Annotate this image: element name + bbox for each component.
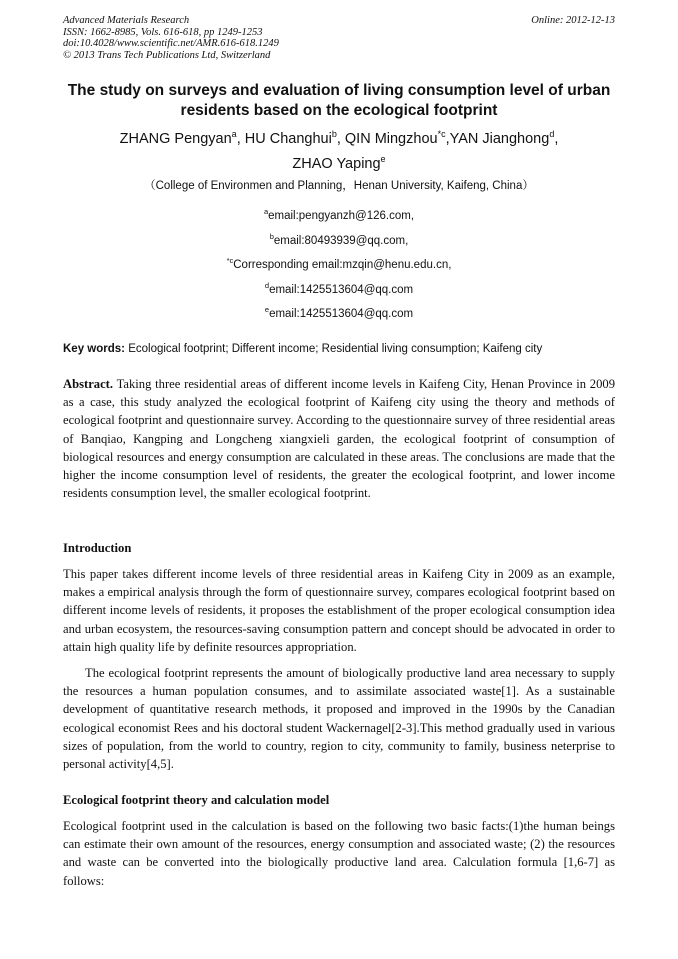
paper-title: The study on surveys and evaluation of living consumption level of urban residents based on the ecological footprint xyxy=(67,82,611,119)
author-name: QIN Mingzhou xyxy=(344,131,438,147)
email-list xyxy=(63,204,615,327)
email-text: email:1425513604@qq.com xyxy=(269,283,414,296)
abstract xyxy=(63,375,615,502)
email-superscript: e xyxy=(264,305,270,314)
author-name: HU Changhui xyxy=(244,131,332,147)
email-text: Corresponding email:mzqin@henu.edu.cn, xyxy=(233,259,452,271)
keywords xyxy=(63,342,623,357)
email-line xyxy=(63,204,615,229)
author-superscript: e xyxy=(380,154,386,164)
journal-header xyxy=(63,15,615,61)
email-superscript: b xyxy=(269,231,274,241)
introduction-paragraph-1: This paper takes different income levels of three residential areas in Kaifeng City in 2009 as an example, makes a empirical analysis through the form of questionnaire survey, compares ecological footprint based on different income levels of residents, it proposes the establishment of the proper ecological consumption idea and urban ecosystem, the resources-saving consumption pattern and concept should be advocated in order to attain high quality life by definite resources appropriation. xyxy=(63,567,615,654)
email-line xyxy=(63,229,615,254)
email-line xyxy=(63,302,615,327)
copyright-line: © 2013 Trans Tech Publications Ltd, Switzerland xyxy=(63,49,271,61)
issn-line: ISSN: 1662-8985, Vols. 616-618, pp 1249-1253 xyxy=(63,26,263,38)
email-line xyxy=(63,253,615,278)
email-line xyxy=(63,278,615,303)
author-separator: , xyxy=(445,131,450,147)
journal-name: Advanced Materials Research xyxy=(63,15,190,26)
author-name: YAN Jianghong xyxy=(449,131,550,147)
theory-paragraph-1: Ecological footprint used in the calculation is based on the following two basic facts:(1)the human beings can estimate their own amount of the resources, energy consumption and associated waste; (2) the resources and waste can be converted into the biologically productive land area. Calculation formula [1,6-7] as follows: xyxy=(63,819,615,888)
section-heading-theory: Ecological footprint theory and calculation model xyxy=(63,793,330,807)
keywords-text: Ecological footprint; Different income; Residential living consumption; Kaifeng city xyxy=(125,343,543,355)
keywords-label: Key words: xyxy=(63,343,125,355)
author-separator: , xyxy=(336,131,345,147)
email-text: email:1425513604@qq.com xyxy=(269,308,414,320)
author-superscript: a xyxy=(231,129,237,139)
abstract-label: Abstract. xyxy=(63,377,114,391)
author-list xyxy=(63,127,615,177)
author-separator: , xyxy=(554,131,559,147)
email-text: email:80493939@qq.com, xyxy=(273,234,409,247)
author-name: ZHAO Yaping xyxy=(292,156,381,172)
online-date: Online: 2012-12-13 xyxy=(531,15,615,26)
section-heading-introduction: Introduction xyxy=(63,541,132,555)
author-name: ZHANG Pengyan xyxy=(119,131,232,147)
author-superscript: d xyxy=(549,129,555,139)
author-superscript: b xyxy=(331,129,337,139)
affiliation: （College of Environmen and Planning，Henan University, Kaifeng, China） xyxy=(144,180,534,192)
email-superscript: a xyxy=(263,207,269,216)
doi-line: doi:10.4028/www.scientific.net/AMR.616-618.1249 xyxy=(63,38,279,50)
email-superscript: *c xyxy=(226,256,234,265)
abstract-text: Taking three residential areas of different income levels in Kaifeng City, Henan Province in 2009 as a case, this study analyzed the ecological footprint of Kaifeng city using the theory and methods of ecological footprint and questionnaire survey. According to the questionnaire survey of three residential areas of Banqiao, Kangping and Longcheng xiangxieli garden, the ecological footprint of consumption of biological resources and energy consumption are calculated in these areas. The conclusions are made that the higher the income consumption level of residents, the greater the ecological footprint, and lower income residents consumption level, the smaller ecological footprint. xyxy=(63,377,615,501)
introduction-paragraph-2: The ecological footprint represents the amount of biologically productive land area necessary to supply the resources a human population consumes, and to assimilate associated waste[1]. As a sustainable development of quantitative research methods, it proposed and improved in the 1990s by the Canadian ecological economist Rees and his doctoral student Wackernagel[2-3].This method gradually used in various sizes of population, from the world to country, region to city, community to family, business neterprise to personal activity[4,5]. xyxy=(63,666,615,772)
author-superscript: *c xyxy=(437,129,446,139)
email-superscript: d xyxy=(264,280,270,290)
email-text: email:pengyanzh@126.com, xyxy=(268,210,415,222)
author-separator: , xyxy=(236,131,245,147)
